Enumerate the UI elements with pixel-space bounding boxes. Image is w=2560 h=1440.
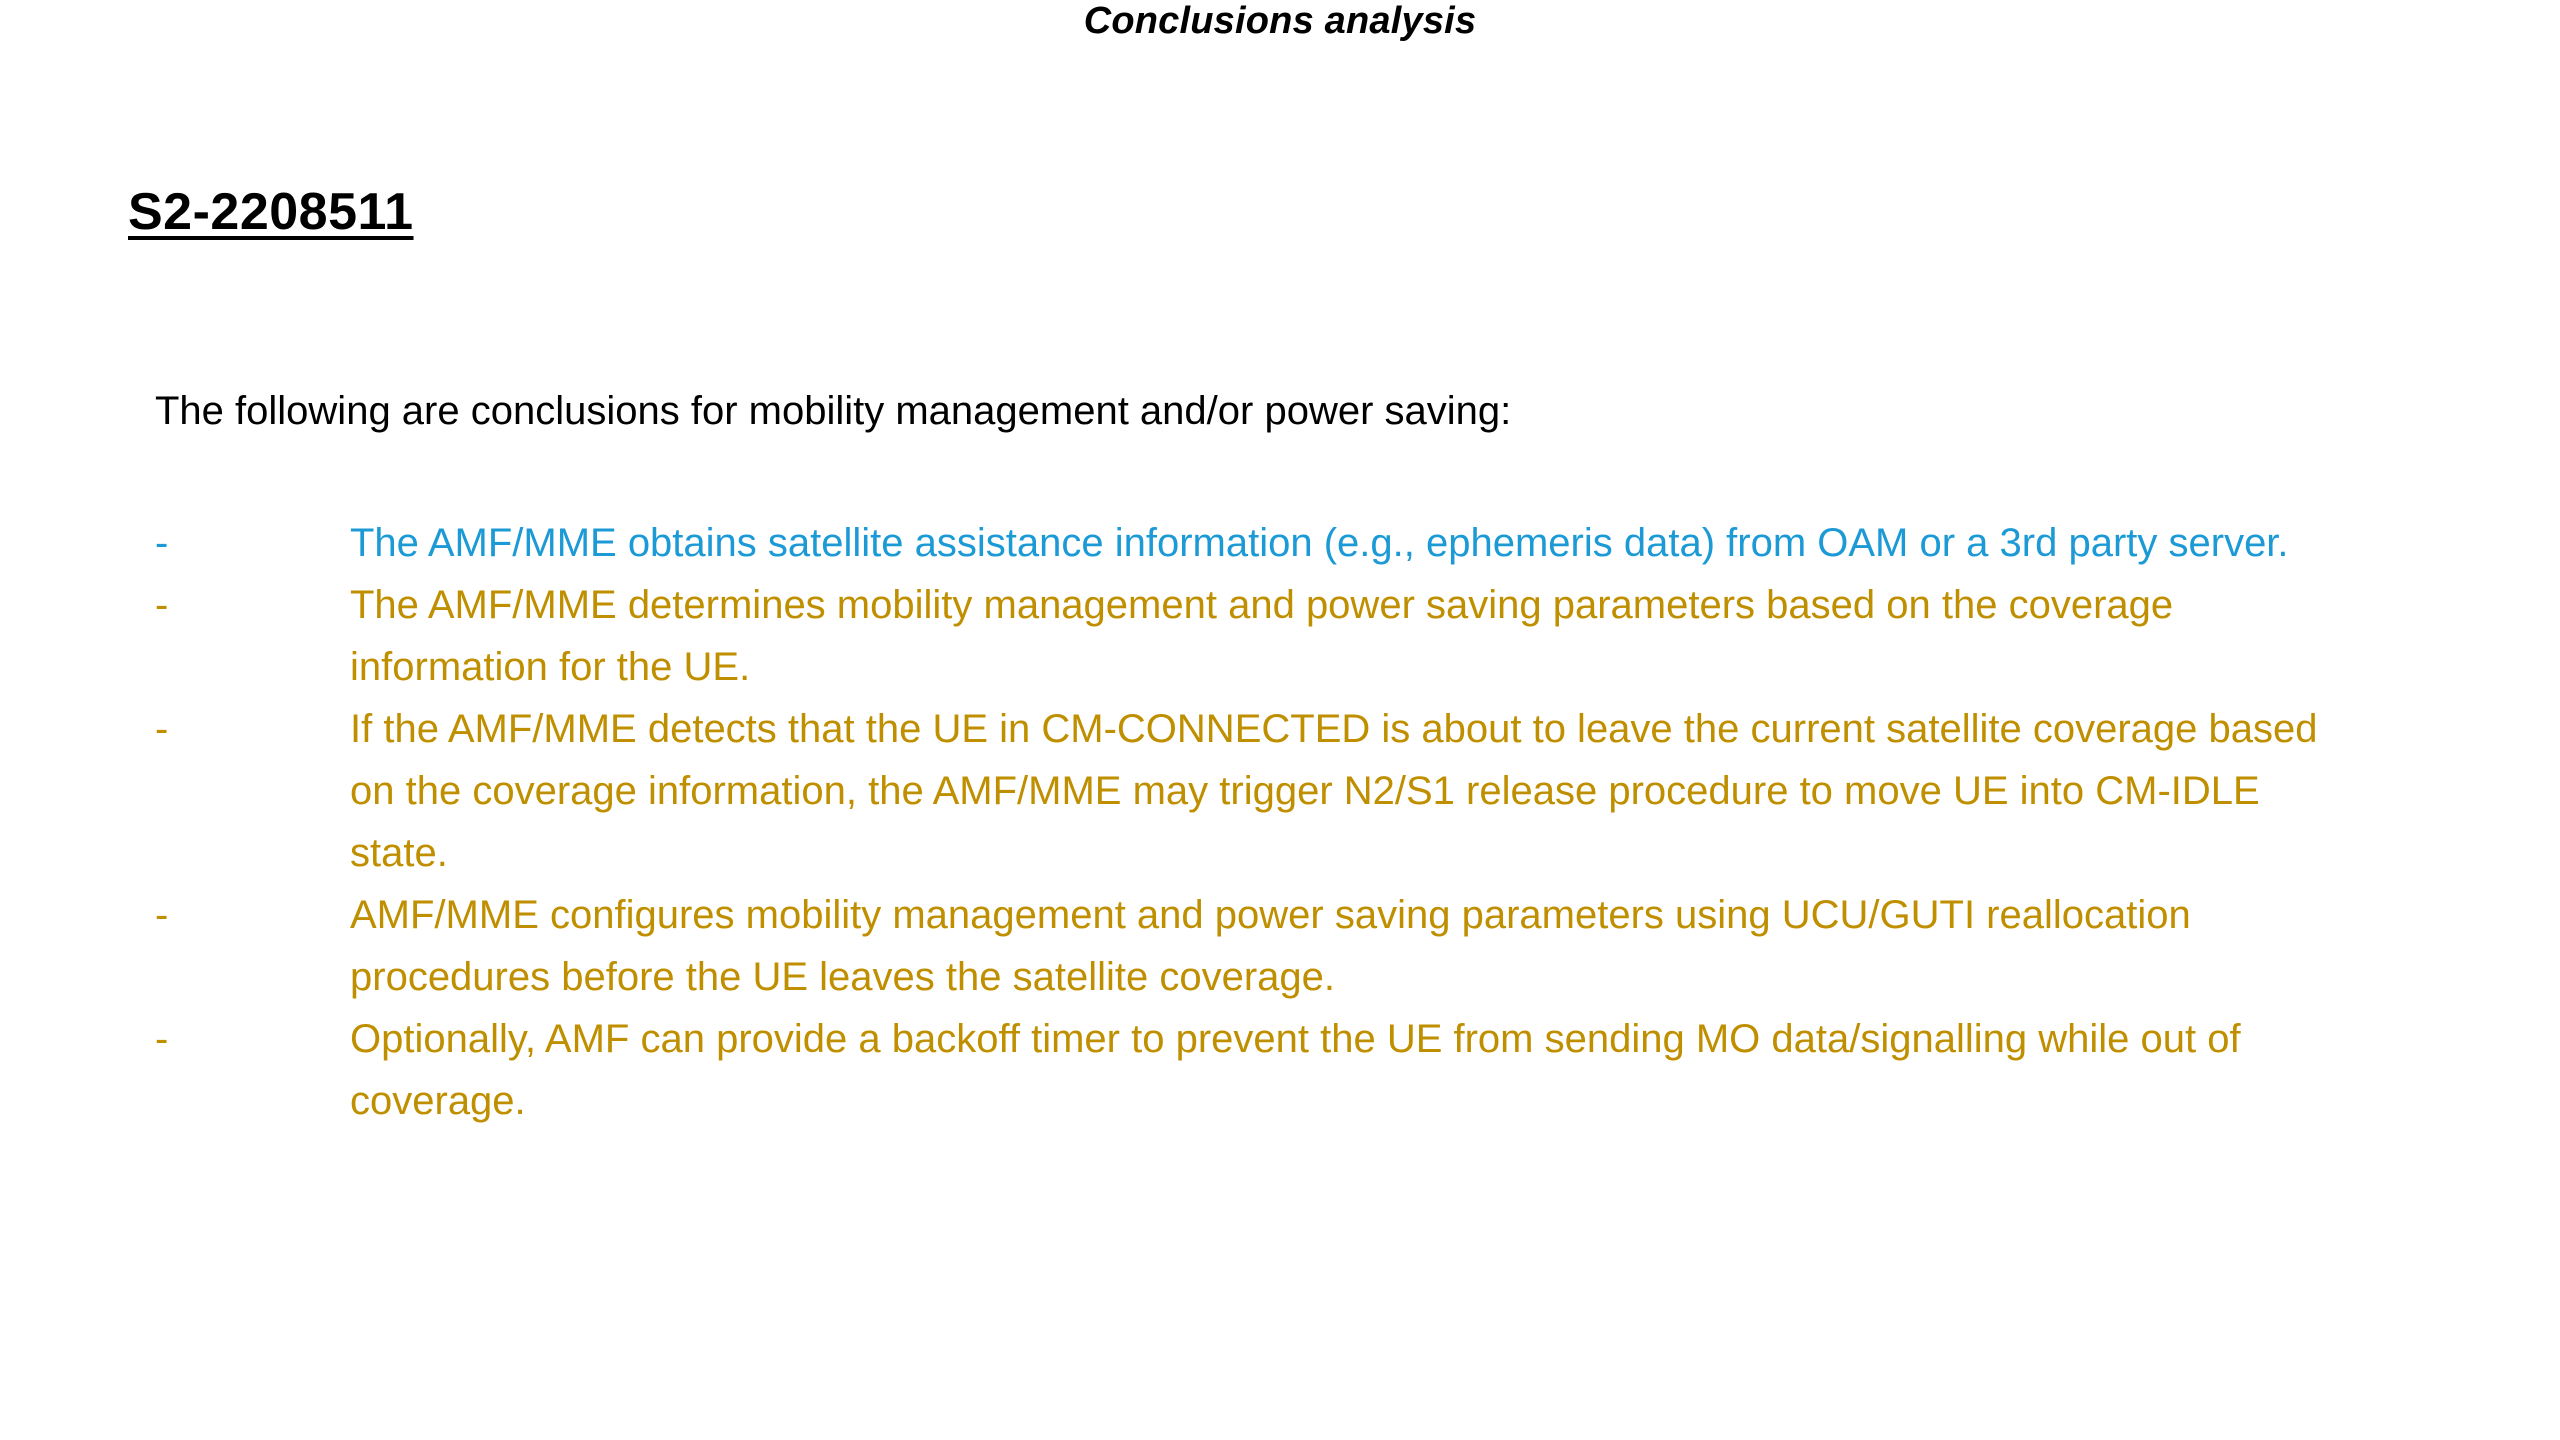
intro-paragraph: The following are conclusions for mobility management and/or power saving:: [155, 389, 1512, 433]
list-item: [155, 1008, 2395, 1132]
list-item-text: The AMF/MME obtains satellite assistance information (e.g., ephemeris data) from OAM or a 3rd party server.: [350, 521, 2289, 565]
list-item: [155, 512, 2395, 574]
bullet-marker: -: [155, 707, 169, 751]
bullet-marker: -: [155, 1017, 169, 1061]
list-item-text: Optionally, AMF can provide a backoff timer to prevent the UE from sending MO data/signalling while out of coverage.: [350, 1017, 2241, 1123]
document-id-heading: S2-2208511: [128, 183, 414, 241]
list-item-text: If the AMF/MME detects that the UE in CM-CONNECTED is about to leave the current satellite coverage based on the coverage information, the AMF/MME may trigger N2/S1 release procedure to move UE into CM-IDLE state.: [350, 707, 2318, 875]
list-item-text: AMF/MME configures mobility management and power saving parameters using UCU/GUTI reallocation procedures before the UE leaves the satellite coverage.: [350, 893, 2191, 999]
slide-header-title: Conclusions analysis: [1083, 0, 1477, 42]
list-item: [155, 698, 2395, 884]
list-item-text: The AMF/MME determines mobility management and power saving parameters based on the coverage information for the UE.: [350, 583, 2174, 689]
bullet-marker: -: [155, 893, 169, 937]
list-item: [155, 574, 2395, 698]
list-item: [155, 884, 2395, 1008]
bullet-marker: -: [155, 521, 169, 565]
conclusions-list: [155, 512, 2395, 1132]
bullet-marker: -: [155, 583, 169, 627]
